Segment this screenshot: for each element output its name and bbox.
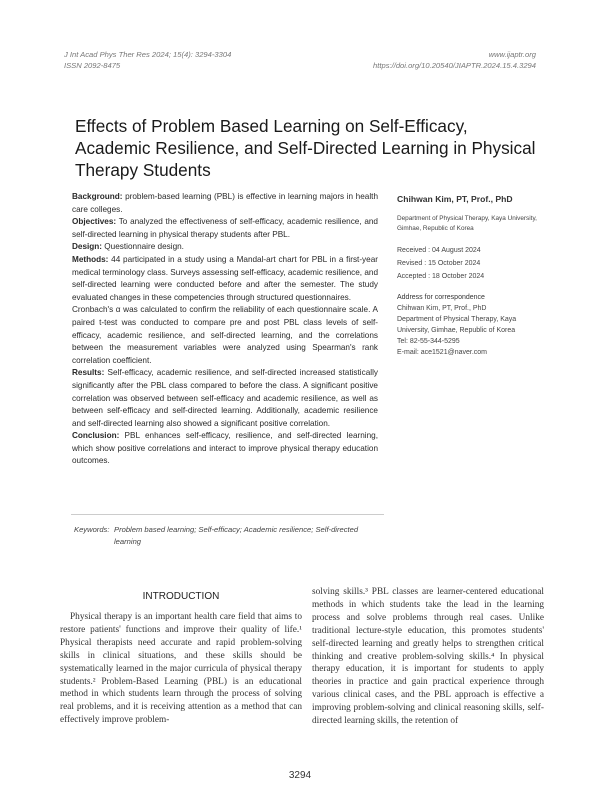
correspondence-name: Chihwan Kim, PT, Prof., PhD [397, 305, 487, 313]
keywords-text: Problem based learning; Self-efficacy; Academic resilience; Self-directed learning [114, 525, 359, 547]
doi-link[interactable]: https://doi.org/10.20540/JIAPTR.2024.15.4.3294 [373, 61, 536, 70]
introduction-heading: INTRODUCTION [142, 591, 220, 602]
abstract-conclusion [72, 430, 378, 468]
issn: ISSN 2092-8475 [64, 61, 121, 70]
abstract-methods-2: Cronbach's α was calculated to confirm the reliability of each questionnaire scale. A paired t-test was conducted to compare pre and post PBL class levels of self-efficacy, academic resilience, and self-directed learning, and the correlations between the measurement variables were analyzed using Spearman's rank correlation coefficient. [72, 305, 378, 365]
author-sidebar [397, 193, 549, 358]
design-text: Questionnaire design. [102, 242, 184, 252]
design-label: Design: [72, 242, 103, 252]
page-number: 3294 [288, 770, 312, 781]
methods-label: Methods: [72, 254, 109, 264]
body-column-right [312, 586, 544, 728]
journal-header-right [373, 49, 536, 71]
abstract-divider [71, 514, 384, 515]
objectives-text: To analyzed the effectiveness of self-efficacy, academic resilience, and self-directed learning in physical therapy students after PBL. [72, 217, 378, 239]
abstract-methods [72, 254, 378, 304]
received-date: Received : 04 August 2024 [397, 247, 481, 254]
accepted-date: Accepted : 18 October 2024 [397, 272, 485, 280]
author-affiliation: Department of Physical Therapy, Kaya University, Gimhae, Republic of Korea [397, 215, 537, 232]
results-text: Self-efficacy, academic resilience, and self-directed increased statistically significantly after the PBL class compared to before the class. A significant positive correlation was observed between self-efficacy and academic resilience, as well as between self-efficacy and self-directed learning. Additionally, academic resilience and self-directed learning also showed a significant positive correlation. [72, 368, 378, 428]
article-dates [397, 245, 549, 283]
results-label: Results: [72, 368, 105, 378]
objectives-label: Objectives: [72, 217, 117, 227]
conclusion-text: PBL enhances self-efficacy, resilience, and self-directed learning, which show positive correlations and interact to improve physical therapy education outcomes. [72, 431, 378, 466]
background-label: Background: [72, 192, 123, 201]
methods-text: 44 participated in a study using a Mandal-art chart for PBL in a first-year medical terminology class. Surveys assessing self-efficacy, academic resilience, and self-directed learning were conducted before and after the semester. The study evaluated changes in these competencies through structured questionnaires. [72, 254, 378, 302]
journal-website-link[interactable]: www.ijaptr.org [488, 50, 536, 59]
abstract-results [72, 367, 378, 430]
keywords-label: Keywords: [74, 525, 110, 534]
correspondence-block [397, 303, 549, 358]
abstract-background [72, 191, 378, 216]
correspondence-email[interactable]: E-mail: ace1521@naver.com [397, 349, 487, 357]
intro-paragraph-left: Physical therapy is an important health care field that aims to restore patients' functions and improve their quality of life.¹ Physical therapists need accurate and rapid problem-solving skills in clinical situations, and these skills should be systematically learned in the major curricula of physical therapy students.² Problem-Based Learning (PBL) is an educational method in which students learn through the process of solving real problems, and it is receiving attention as a method that can effectively improve problem- [60, 612, 302, 726]
abstract-objectives [72, 216, 378, 241]
author-name: Chihwan Kim, PT, Prof., PhD [397, 194, 513, 204]
intro-paragraph-right: solving skills.³ PBL classes are learner-centered educational methods in which students take the lead in the learning process and solve problems through real cases. Unlike traditional lecture-style education, this promotes students' self-directed learning and greatly helps to strengthen critical thinking and creative problem-solving skills.⁴ In physical therapy education, it is important for students to apply theories in practice and gain practical experience through various clinical cases, and the PBL approach is effective a improving problem-solving and clinical reasoning skills, self-directed learning skills, the retention of [312, 587, 544, 727]
conclusion-label: Conclusion: [72, 431, 120, 441]
correspondence-heading: Address for correspondence [397, 294, 485, 302]
abstract [72, 191, 378, 468]
correspondence-department: Department of Physical Therapy, Kaya University, Gimhae, Republic of Korea [397, 316, 517, 335]
keywords [74, 524, 384, 549]
background-text: problem-based learning (PBL) is effective in learning majors in health care colleges. [72, 192, 378, 214]
journal-header-left [64, 49, 231, 71]
article-title: Effects of Problem Based Learning on Self-Efficacy, Academic Resilience, and Self-Directed Learning in Physical Therapy Students [75, 116, 536, 180]
body-column-left [60, 611, 302, 727]
abstract-design [72, 241, 378, 254]
revised-date: Revised : 15 October 2024 [397, 259, 481, 267]
correspondence-phone: Tel: 82-55-344-5295 [397, 338, 460, 346]
journal-citation: J Int Acad Phys Ther Res 2024; 15(4): 3294-3304 [64, 50, 232, 59]
